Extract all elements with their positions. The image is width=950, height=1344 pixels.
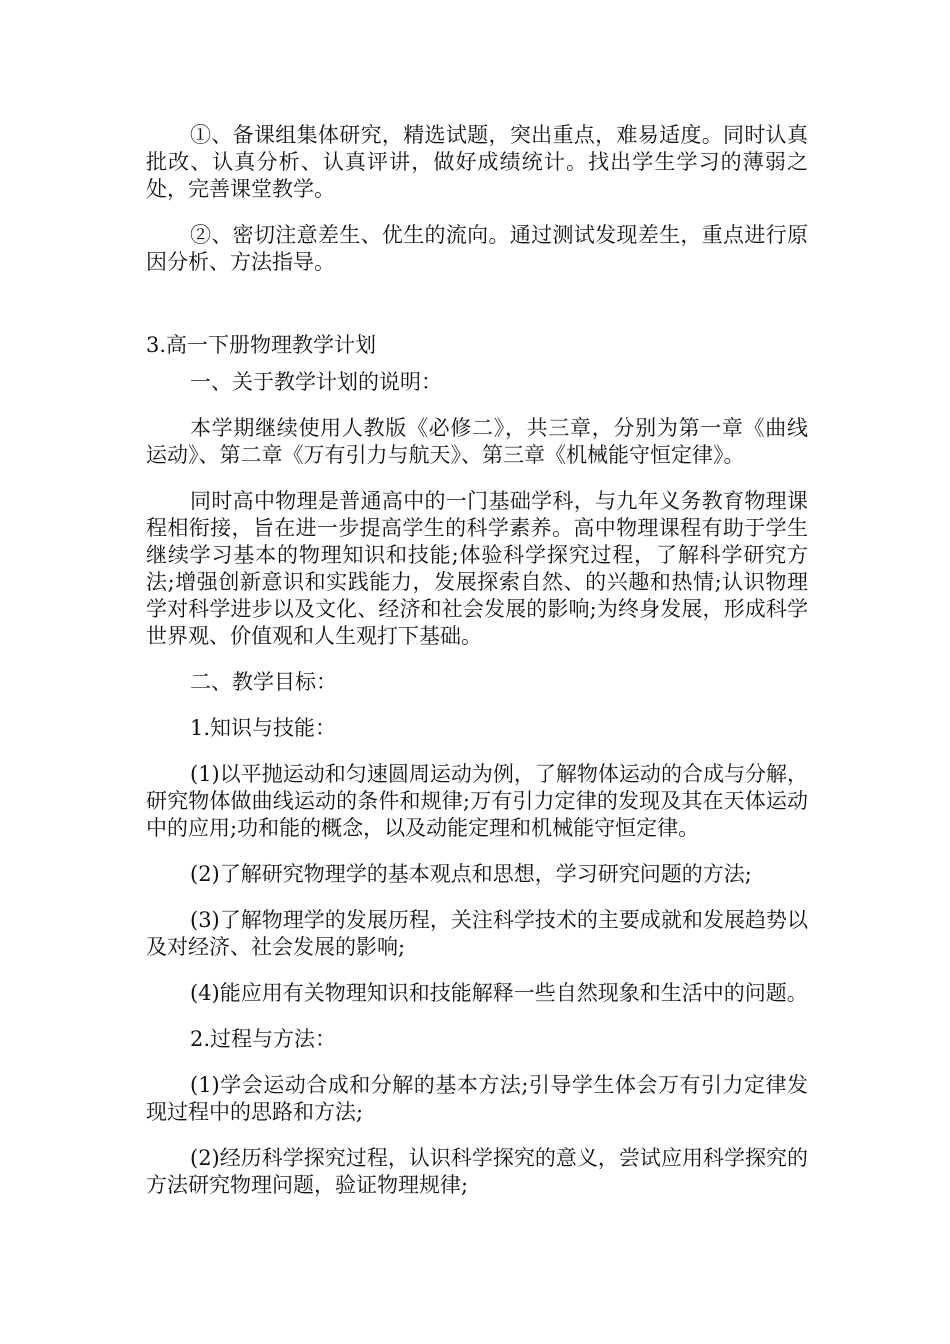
paragraph-textbook: 本学期继续使用人教版《必修二》，共三章，分别为第一章《曲线运动》、第二章《万有引力与航天》、第三章《机械能守恒定律》。 [146,416,808,467]
section-heading-plan: 3.高一下册物理教学计划 [146,333,377,357]
paragraph-knowledge-1: (1)以平抛运动和匀速圆周运动为例，了解物体运动的合成与分解，研究物体做曲线运动的条件和规律;万有引力定律的发现及其在天体运动中的应用;功和能的概念，以及动能定理和机械能守恒定律。 [146,762,808,840]
heading-plan-description: 一、关于教学计划的说明： [190,370,442,394]
paragraph-lesson-prep: ①、备课组集体研究，精选试题，突出重点，难易适度。同时认真批改、认真分析、认真评讲，做好成绩统计。找出学生学习的薄弱之处，完善课堂教学。 [146,123,808,201]
paragraph-course-purpose: 同时高中物理是普通高中的一门基础学科，与九年义务教育物理课程相衔接，旨在进一步提高学生的科学素养。高中物理课程有助于学生继续学习基本的物理知识和技能;体验科学探究过程，了解科学研究方法;增强创新意识和实践能力，发展探索自然、的兴趣和热情;认识物理学对科学进步以及文化、经济和社会发展的影响;为终身发展，形成科学世界观、价值观和人生观打下基础。 [146,489,808,648]
paragraph-student-tracking: ②、密切注意差生、优生的流向。通过测试发现差生，重点进行原因分析、方法指导。 [146,223,808,274]
heading-knowledge-skills: 1.知识与技能： [190,716,337,740]
heading-teaching-goals: 二、教学目标： [190,670,337,694]
paragraph-knowledge-2: (2)了解研究物理学的基本观点和思想，学习研究问题的方法; [190,862,752,886]
paragraph-process-2: (2)经历科学探究过程，认识科学探究的意义，尝试应用科学探究的方法研究物理问题，验证物理规律; [146,1146,808,1197]
heading-process-methods: 2.过程与方法： [190,1027,337,1051]
paragraph-process-1: (1)学会运动合成和分解的基本方法;引导学生体会万有引力定律发现过程中的思路和方法; [146,1073,808,1124]
document-page [146,122,808,1199]
paragraph-knowledge-4: (4)能应用有关物理知识和技能解释一些自然现象和生活中的问题。 [190,981,808,1005]
paragraph-knowledge-3: (3)了解物理学的发展历程，关注科学技术的主要成就和发展趋势以及对经济、社会发展的影响; [146,908,808,959]
